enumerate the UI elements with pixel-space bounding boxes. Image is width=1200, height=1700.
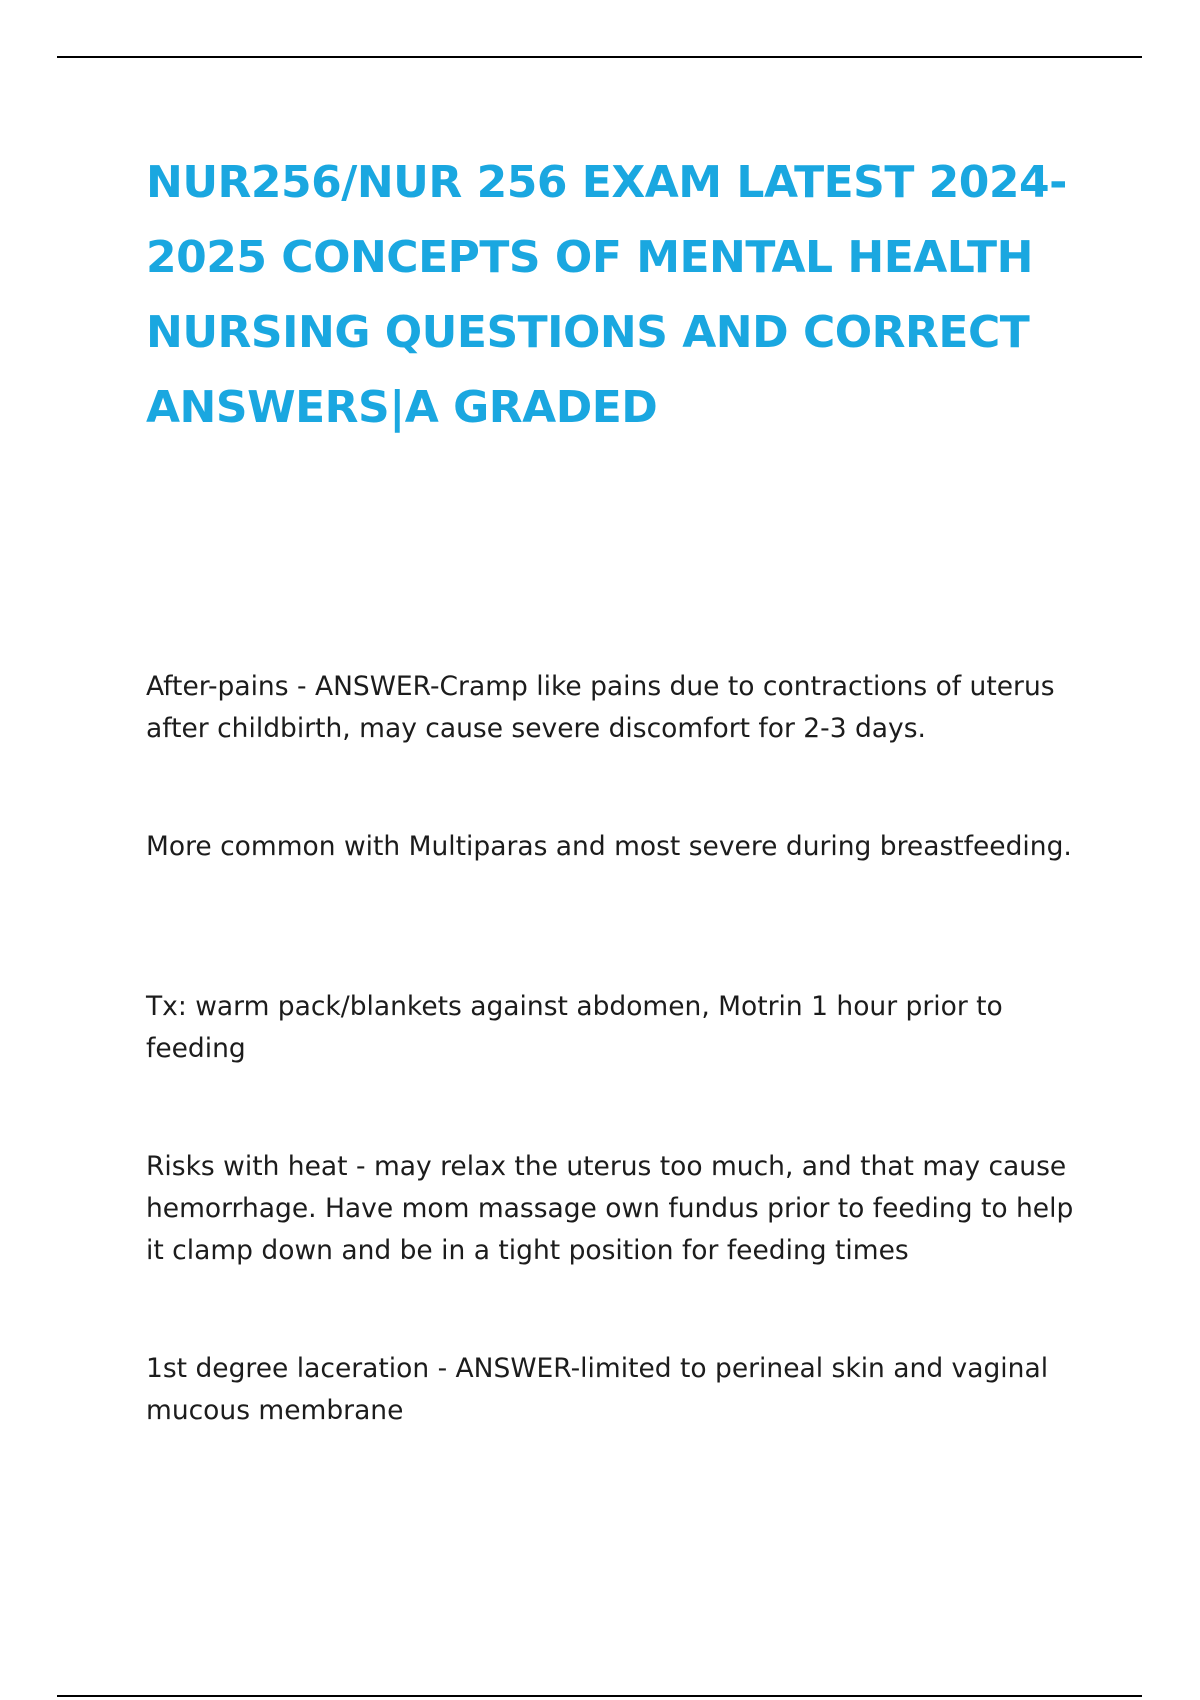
paragraph-first-degree-laceration: 1st degree laceration - ANSWER-limited to perineal skin and vaginal mucous membrane [146, 1353, 1049, 1426]
paragraph-after-pains: After-pains - ANSWER-Cramp like pains due to contractions of uterus after childbirth, may cause severe discomfort for 2-3 days. [146, 671, 1055, 744]
bottom-divider [57, 1695, 1142, 1697]
top-divider [57, 56, 1142, 58]
paragraph-multiparas: More common with Multiparas and most severe during breastfeeding. [146, 831, 1072, 862]
document-title: NUR256/NUR 256 EXAM LATEST 2024-2025 CONCEPTS OF MENTAL HEALTH NURSING QUESTIONS AND CORRECT ANSWERS|A GRADED [146, 157, 1067, 433]
paragraph-treatment: Tx: warm pack/blankets against abdomen, Motrin 1 hour prior to feeding [146, 991, 1003, 1064]
paragraph-risks-with-heat: Risks with heat - may relax the uterus too much, and that may cause hemorrhage. Have mom massage own fundus prior to feeding to help it clamp down and be in a tight position for feeding times [146, 1151, 1074, 1266]
